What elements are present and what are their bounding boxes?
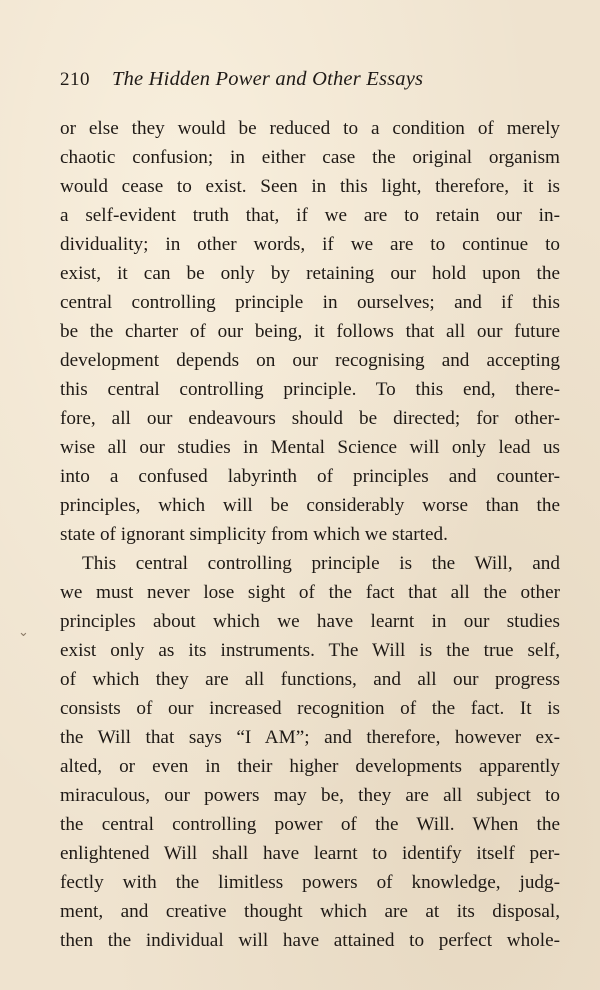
paragraph-start-line: This central controlling principle is the Will, and: [82, 553, 560, 574]
text-line: we must never lose sight of the fact that all the other: [60, 582, 560, 603]
text-line: the central controlling power of the Will. When the: [60, 814, 560, 835]
text-line: the Will that says “I AM”; and therefore, however ex-: [60, 727, 560, 748]
text-line: enlightened Will shall have learnt to identify itself per-: [60, 843, 560, 864]
page-number: 210: [60, 69, 90, 90]
text-line: central controlling principle in ourselves; and if this: [60, 292, 560, 313]
text-line: principles, which will be considerably worse than the: [60, 495, 560, 516]
text-line: development depends on our recognising and accepting: [60, 350, 560, 371]
text-line: a self-evident truth that, if we are to retain our in-: [60, 205, 560, 226]
text-line: then the individual will have attained to perfect whole-: [60, 930, 560, 951]
text-line: exist, it can be only by retaining our hold upon the: [60, 263, 560, 284]
text-line: or else they would be reduced to a condition of merely: [60, 118, 560, 139]
text-line: fectly with the limitless powers of knowledge, judg-: [60, 872, 560, 893]
body-text: [60, 114, 560, 955]
text-line: miraculous, our powers may be, they are all subject to: [60, 785, 560, 806]
text-line: principles about which we have learnt in our studies: [60, 611, 560, 632]
running-title: The Hidden Power and Other Essays: [112, 68, 424, 90]
text-line: consists of our increased recognition of the fact. It is: [60, 698, 560, 719]
text-line: exist only as its instruments. The Will is the true self,: [60, 640, 560, 661]
text-line: into a confused labyrinth of principles and counter-: [60, 466, 560, 487]
text-line: of which they are all functions, and all our progress: [60, 669, 560, 690]
text-line: wise all our studies in Mental Science will only lead us: [60, 437, 560, 458]
text-line: alted, or even in their higher developments apparently: [60, 756, 560, 777]
text-line: this central controlling principle. To this end, there-: [60, 379, 560, 400]
page-header: [60, 68, 550, 98]
margin-mark: ⌄: [18, 624, 29, 639]
text-line: dividuality; in other words, if we are to continue to: [60, 234, 560, 255]
text-line: state of ignorant simplicity from which we started.: [60, 524, 448, 545]
text-line: fore, all our endeavours should be directed; for other-: [60, 408, 560, 429]
text-line: ment, and creative thought which are at its disposal,: [60, 901, 560, 922]
text-line: would cease to exist. Seen in this light, therefore, it is: [60, 176, 560, 197]
text-line: be the charter of our being, it follows that all our future: [60, 321, 560, 342]
text-line: chaotic confusion; in either case the original organism: [60, 147, 560, 168]
